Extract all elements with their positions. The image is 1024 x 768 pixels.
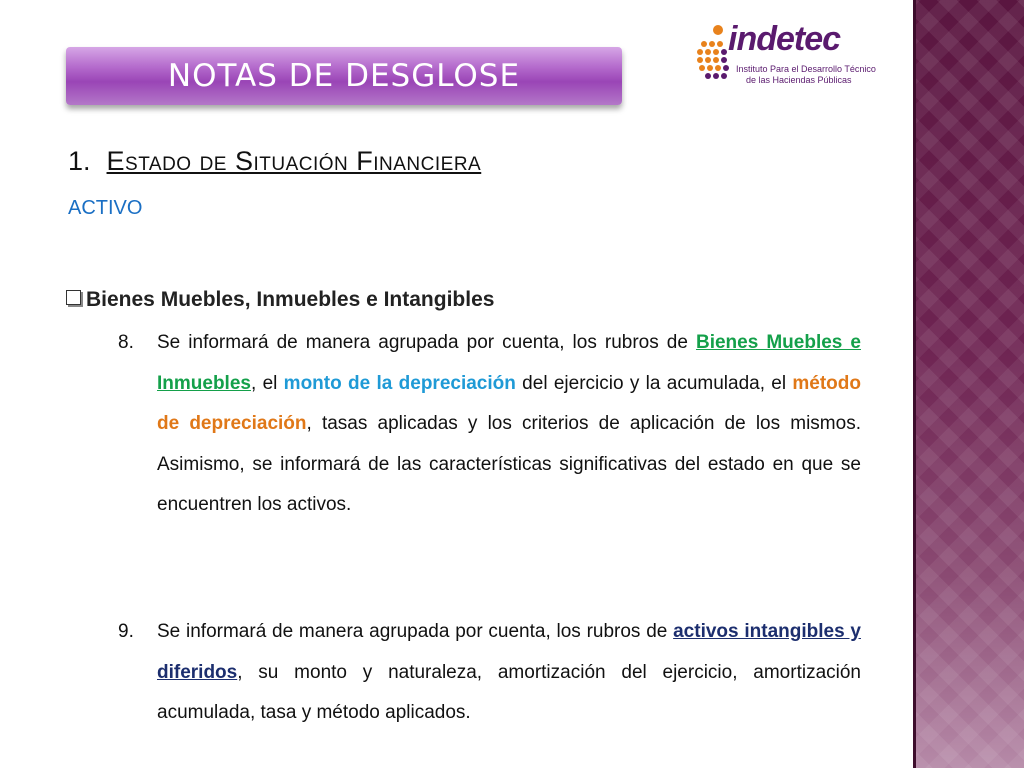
- link-activos-intangibles-diferidos[interactable]: activos intangibles y diferidos: [157, 621, 861, 683]
- list-item: [118, 612, 861, 734]
- title-banner: [66, 47, 622, 105]
- bullet-heading: [66, 288, 494, 312]
- heading-number: 1.: [68, 146, 91, 176]
- link-bienes-muebles-inmuebles[interactable]: Bienes Muebles e Inmuebles: [157, 332, 861, 394]
- item-number: 9.: [118, 621, 134, 642]
- indetec-logo: [690, 22, 885, 87]
- side-band-edge: [913, 0, 916, 768]
- highlight-metodo-depreciacion: método de depreciación: [157, 372, 861, 434]
- item-body: [157, 612, 861, 734]
- section-heading: [68, 146, 481, 177]
- logo-wordmark: indetec: [728, 20, 841, 58]
- checkbox-bullet-icon: [66, 290, 81, 305]
- item-text: , el: [250, 372, 284, 394]
- decorative-side-band: [913, 0, 1024, 768]
- page-title: NOTAS DE DESGLOSE: [167, 58, 521, 94]
- list-item: [118, 323, 861, 526]
- heading-text: Estado de Situación Financiera: [106, 146, 482, 176]
- item-text: Se informará de manera agrupada por cuenta, los rubros de: [157, 621, 674, 642]
- item-text: , su monto y naturaleza, amortización del ejercicio, amortización acumulada, tasa y método aplicados.: [157, 661, 861, 723]
- section-label: ACTIVO: [68, 197, 143, 219]
- item-text: Se informará de manera agrupada por cuenta, los rubros de: [157, 332, 696, 353]
- logo-subtitle-line1: Instituto Para el Desarrollo Técnico: [736, 64, 876, 74]
- item-text: , tasas aplicadas y los criterios de aplicación de los mismos. Asimismo, se informará de las características significativas del estado en que se encuentren los activos.: [157, 413, 861, 515]
- item-text: del ejercicio y la acumulada, el: [515, 372, 793, 394]
- highlight-monto-depreciacion: monto de la depreciación: [283, 372, 516, 394]
- item-number: 8.: [118, 332, 134, 353]
- item-body: [157, 323, 861, 526]
- bullet-heading-text: Bienes Muebles, Inmuebles e Intangibles: [86, 288, 495, 311]
- logo-subtitle-line2: de las Haciendas Públicas: [746, 75, 852, 85]
